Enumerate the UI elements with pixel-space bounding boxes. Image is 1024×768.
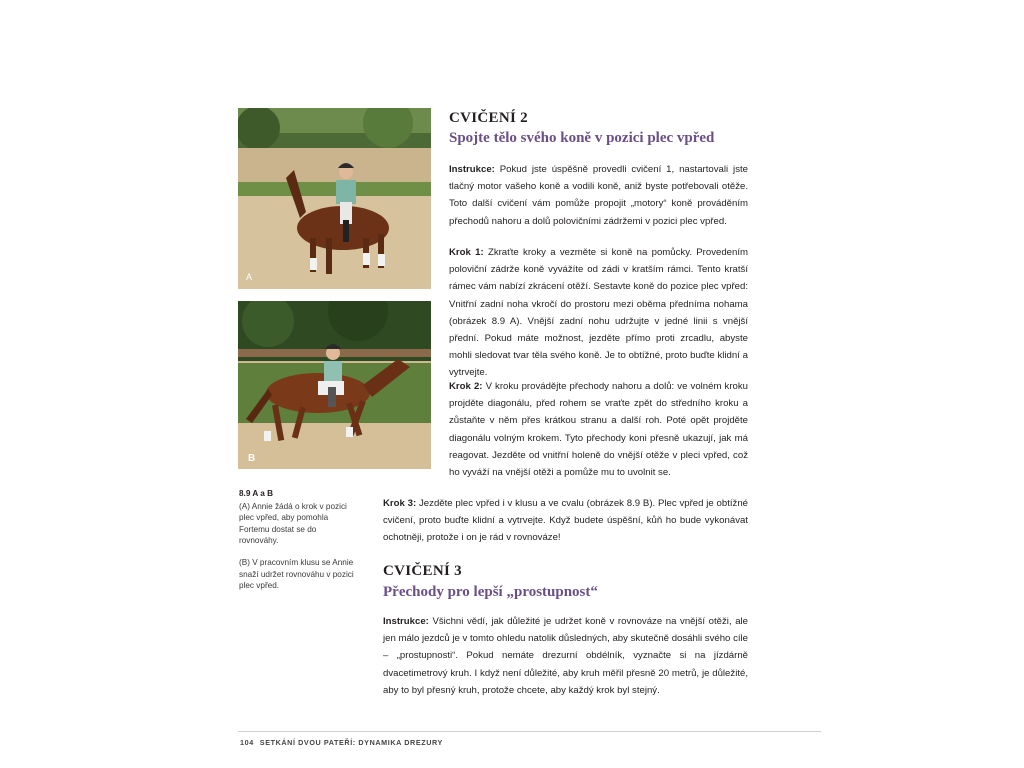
caption-a: (A) Annie žádá o krok v pozici plec vpřed, aby pomohla Fortemu dostat se do rovnováhy.: [239, 501, 347, 546]
caption-b: (B) V pracovním klusu se Annie snaží udržet rovnováhu v pozici plec vpřed.: [239, 557, 354, 591]
page-number: 104: [240, 738, 254, 747]
photo-a-image: [238, 108, 431, 289]
exercise-3-heading: CVIČENÍ 3: [383, 563, 462, 579]
step-1: [449, 244, 748, 382]
photo-b-image: [238, 301, 431, 469]
exercise-2-subheading: Spojte tělo svého koně v pozici plec vpřed: [449, 130, 715, 146]
exercise-2-heading: CVIČENÍ 2: [449, 110, 528, 126]
step-3-label: Krok 3:: [383, 498, 417, 509]
page-footer: [240, 738, 443, 747]
instructions-label: Instrukce:: [449, 164, 495, 175]
step-2-text: V kroku provádějte přechody nahoru a dolů: ve volném kroku projděte diagonálu, před rohem se vraťte zpět do středního kroku a zůstaňte v něm přes krátkou stranu a další roh. Poté opět projděte diagonálu volným krokem. Tyto přechody koni přesně ukazují, jak má reagovat. Jezděte od vnitřní holeně do vnější otěže v pleci vpřed, což ho vyváží na vnější otěži a pomůže mu to uvolnit se.: [449, 381, 748, 479]
photo-b-letter: B: [248, 453, 256, 464]
running-title: SETKÁNÍ DVOU PATEŘÍ: DYNAMIKA DREZURY: [259, 738, 443, 747]
instructions-text: Pokud jste úspěšně provedli cvičení 1, nastartovali jste tlačný motor vašeho koně a vodili koně, aniž byste potřebovali otěže. Toto další cvičení vám pomůže propojit „motory“ koně prováděním přechodů nahoru a dolů polovičními zádržemi v pozici plec vpřed.: [449, 164, 748, 227]
step-3-text: Jezděte plec vpřed i v klusu a ve cvalu (obrázek 8.9 B). Plec vpřed je obtížné cvičení, proto buďte klidní a vytrvejte. Když budete úspěšní, kůň ho bude vykonávat ochotněji, protože i on je rád v rovnováze!: [383, 498, 748, 544]
photo-b: [238, 301, 431, 469]
step-2: [449, 378, 748, 481]
footer-divider: [238, 731, 821, 732]
photo-a-letter: A: [246, 272, 253, 282]
exercise-3-subheading: Přechody pro lepší „prostupnost“: [383, 584, 598, 600]
step-1-text: Zkraťte kroky a vezměte si koně na pomůcky. Provedením poloviční zádrže koně vyvážíte od zádi v kratším rámci. Tento kratší rámec vám nabízí zkrácení otěží. Sestavte koně do pozice plec vpřed: Vnitřní zadní noha vkročí do prostoru mezi oběma předníma nohama (obrázek 8.9 A). Vnější zadní nohu udržujte v jedné linii s vnější přední. Pokud máte možnost, jezděte přímo proti zrcadlu, abyste mohli sledovat tvar těla svého koně. Je to obtížné, proto buďte klidní a vytrvejte.: [449, 247, 748, 379]
instructions-text: Všichni vědí, jak důležité je udržet koně v rovnováze na vnější otěži, ale jen málo jezdců je v tomto ohledu natolik důsledných, aby skutečně dosáhli svého cíle – „prostupnosti“. Pokud nemáte drezurní obdélník, vyznačte si na jízdárně dvacetimetrový kruh. I když není důležité, aby kruh měřil přesně 20 metrů, je důležité, aby to byl přesný kruh, protože chcete, aby každý krok byl stejný.: [383, 616, 748, 696]
step-3: [383, 495, 748, 547]
figure-caption: [239, 488, 357, 602]
caption-title: 8.9 A a B: [239, 489, 273, 498]
exercise-2-instructions: [449, 161, 748, 230]
photo-a: [238, 108, 431, 289]
exercise-3-instructions: [383, 613, 748, 699]
instructions-label: Instrukce:: [383, 616, 429, 627]
step-2-label: Krok 2:: [449, 381, 483, 392]
step-1-label: Krok 1:: [449, 247, 484, 258]
